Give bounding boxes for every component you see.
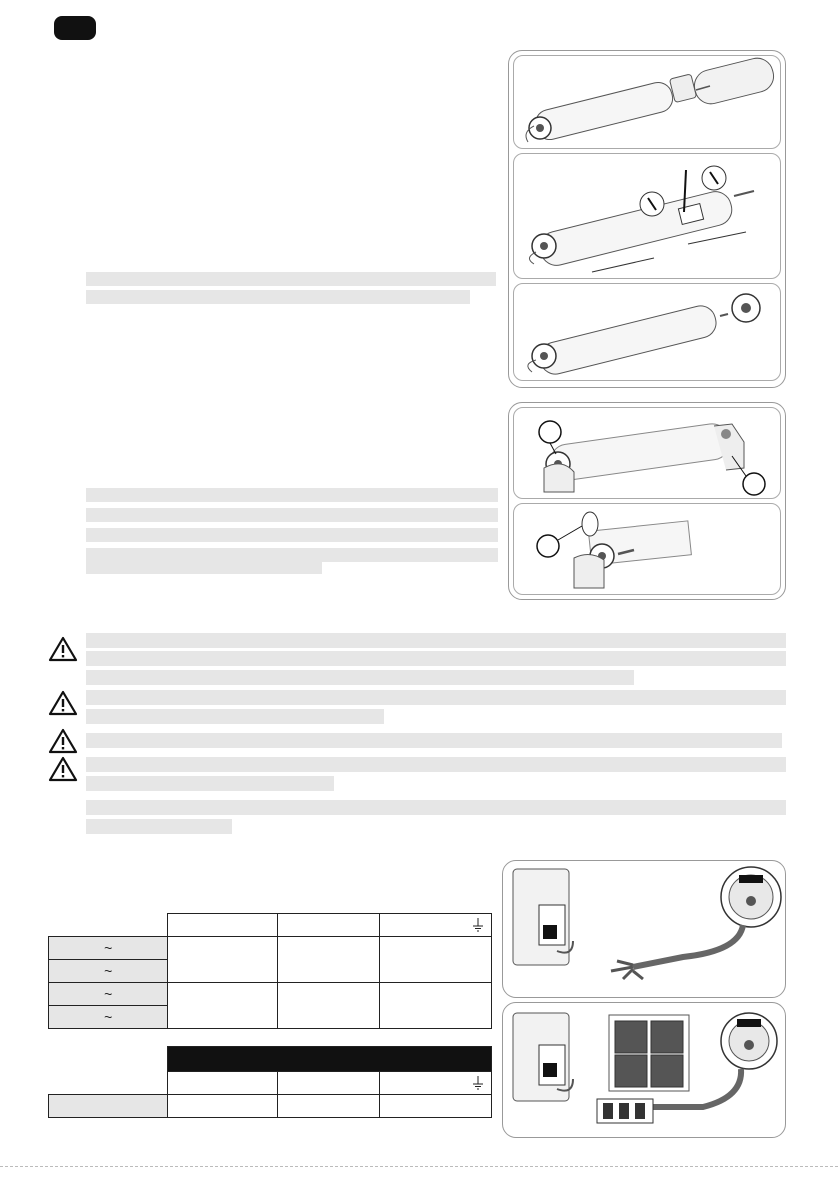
note-block-1-line-2 [86, 290, 470, 304]
table1-row-label-1 [49, 937, 168, 960]
note-block-1-line-1 [86, 272, 496, 286]
warning-1-line-1 [86, 633, 786, 648]
figure-panel-wiring-connector [502, 1002, 786, 1138]
wiring-table-2 [48, 1046, 492, 1118]
warning-1-line-2 [86, 651, 786, 666]
warning-triangle-icon [48, 756, 78, 782]
table1-row-label-3 [49, 983, 168, 1006]
ac-tilde-icon: ~ [104, 1009, 113, 1025]
figure-insert-motor-into-tube [513, 55, 781, 149]
page-footer-divider [0, 1166, 838, 1167]
table1-col-header-2 [278, 914, 380, 937]
figure-panel-bracket-mounting [508, 402, 786, 600]
figure-fix-tube-with-screws [513, 153, 781, 279]
table2-col-header-1 [168, 1072, 278, 1095]
note-block-2-line-3 [86, 528, 498, 542]
note-block-2-line-5 [86, 560, 322, 574]
table2-row-label-1 [49, 1095, 168, 1118]
warning-4-line-2 [86, 776, 334, 791]
earth-ground-icon [473, 1076, 483, 1090]
warning-2-line-1 [86, 690, 786, 705]
table1-row-label-4 [49, 1006, 168, 1029]
earth-ground-icon [473, 918, 483, 932]
warning-triangle-icon [48, 690, 78, 716]
ac-tilde-icon: ~ [104, 986, 113, 1002]
figure-mount-motor-on-brackets [513, 407, 781, 499]
table1-cell-r1-c2 [278, 937, 380, 983]
language-badge [54, 16, 96, 40]
table2-cell-c2 [278, 1095, 380, 1118]
table1-cell-r1-c1 [168, 937, 278, 983]
note-block-3-line-1 [86, 800, 786, 815]
figure-clip-motor-head [513, 503, 781, 595]
figure-fit-end-cap [513, 283, 781, 381]
table2-title-bar [168, 1047, 492, 1072]
figure-panel-wiring-cable [502, 860, 786, 998]
table1-col-header-earth [380, 914, 492, 937]
warning-triangle-icon [48, 636, 78, 662]
table2-cell-c3 [380, 1095, 492, 1118]
warning-1-line-3 [86, 670, 634, 685]
table1-cell-r2-c1 [168, 983, 278, 1029]
table1-col-header-1 [168, 914, 278, 937]
table1-cell-r2-c2 [278, 983, 380, 1029]
ac-tilde-icon: ~ [104, 940, 113, 956]
wiring-table-1 [48, 913, 492, 1025]
warning-2-line-2 [86, 709, 384, 724]
ac-tilde-icon: ~ [104, 963, 113, 979]
table2-col-header-earth [380, 1072, 492, 1095]
note-block-3-line-2 [86, 819, 232, 834]
table2-col-header-2 [278, 1072, 380, 1095]
warning-triangle-icon [48, 728, 78, 754]
table1-cell-r2-c3 [380, 983, 492, 1029]
table1-row-label-2 [49, 960, 168, 983]
table1-cell-r1-c3 [380, 937, 492, 983]
warning-3-line-1 [86, 733, 782, 748]
note-block-2-line-2 [86, 508, 498, 522]
table2-cell-c1 [168, 1095, 278, 1118]
warning-4-line-1 [86, 757, 786, 772]
figure-panel-motor-insertion [508, 50, 786, 388]
note-block-2-line-1 [86, 488, 498, 502]
